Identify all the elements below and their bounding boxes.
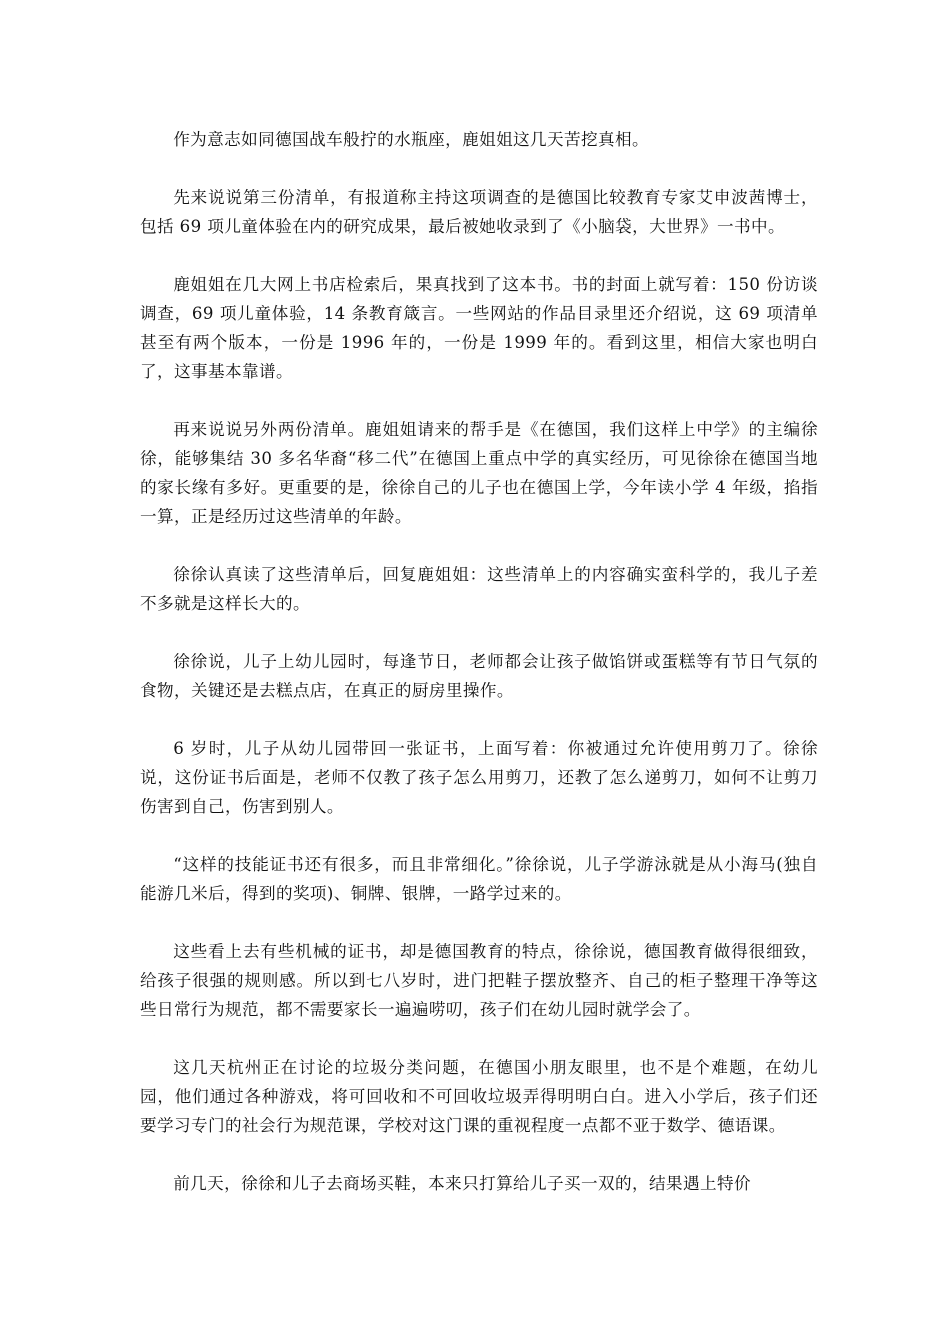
paragraph-10: 这几天杭州正在讨论的垃圾分类问题，在德国小朋友眼里，也不是个难题，在幼儿园，他们通过各种游戏，将可回收和不可回收垃圾弄得明明白白。进入小学后，孩子们还要学习专门的社会行为规范课，学校对这门课的重视程度一点都不亚于数学、德语课。 xyxy=(140,1058,818,1135)
paragraph-5: 徐徐认真读了这些清单后，回复鹿姐姐：这些清单上的内容确实蛮科学的，我儿子差不多就是这样长大的。 xyxy=(140,565,818,613)
paragraph-4: 再来说说另外两份清单。鹿姐姐请来的帮手是《在德国，我们这样上中学》的主编徐徐，能够集结 30 多名华裔“移二代”在德国上重点中学的真实经历，可见徐徐在德国当地的家长缘有多好。更重要的是，徐徐自己的儿子也在德国上学，今年读小学 4 年级，掐指一算，正是经历过这些清单的年龄。 xyxy=(140,420,818,526)
paragraph-9: 这些看上去有些机械的证书，却是德国教育的特点，徐徐说，德国教育做得很细致，给孩子很强的规则感。所以到七八岁时，进门把鞋子摆放整齐、自己的柜子整理干净等这些日常行为规范，都不需要家长一遍遍唠叨，孩子们在幼儿园时就学会了。 xyxy=(140,942,818,1019)
paragraph-7: 6 岁时，儿子从幼儿园带回一张证书，上面写着：你被通过允许使用剪刀了。徐徐说，这份证书后面是，老师不仅教了孩子怎么用剪刀，还教了怎么递剪刀，如何不让剪刀伤害到自己，伤害到别人。 xyxy=(140,739,818,816)
paragraph-8: “这样的技能证书还有很多，而且非常细化。”徐徐说，儿子学游泳就是从小海马(独自能游几米后，得到的奖项)、铜牌、银牌，一路学过来的。 xyxy=(140,855,818,903)
paragraph-6: 徐徐说，儿子上幼儿园时，每逢节日，老师都会让孩子做馅饼或蛋糕等有节日气氛的食物，关键还是去糕点店，在真正的厨房里操作。 xyxy=(140,652,818,700)
paragraph-3: 鹿姐姐在几大网上书店检索后，果真找到了这本书。书的封面上就写着：150 份访谈调查，69 项儿童体验，14 条教育箴言。一些网站的作品目录里还介绍说，这 69 项清单甚至有两个版本，一份是 1996 年的，一份是 1999 年的。看到这里，相信大家也明白了，这事基本靠谱。 xyxy=(140,275,818,381)
article-body xyxy=(140,125,818,1227)
paragraph-11: 前几天，徐徐和儿子去商场买鞋，本来只打算给儿子买一双的，结果遇上特价 xyxy=(173,1174,751,1193)
paragraph-1: 作为意志如同德国战车般拧的水瓶座，鹿姐姐这几天苦挖真相。 xyxy=(173,130,650,149)
paragraph-2: 先来说说第三份清单，有报道称主持这项调查的是德国比较教育专家艾申波茜博士，包括 69 项儿童体验在内的研究成果，最后被她收录到了《小脑袋，大世界》一书中。 xyxy=(140,188,818,236)
